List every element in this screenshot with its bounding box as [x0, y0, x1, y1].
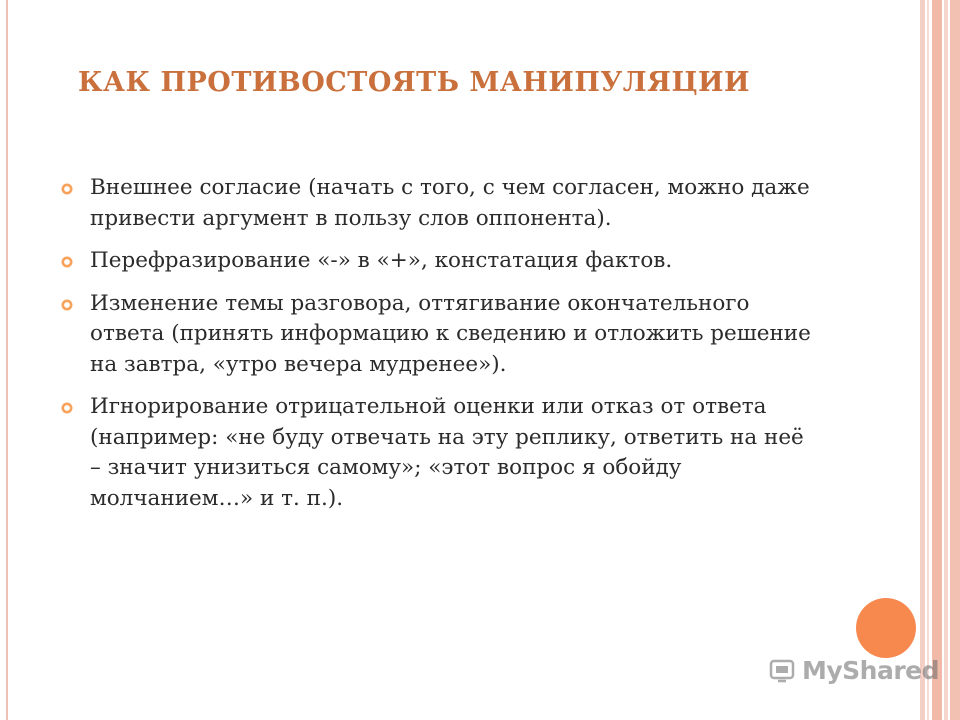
- bullet-text: Изменение темы разговора, оттягивание окончательного ответа (принять информацию к сведению и отложить решение на завтра, «утро вечера мудренее»).: [90, 290, 811, 377]
- bullet-item: [52, 289, 812, 381]
- slide-title: КАК ПРОТИВОСТОЯТЬ МАНИПУЛЯЦИИ: [78, 67, 751, 98]
- bullet-list: [52, 173, 812, 526]
- open-circle-bullet-icon: [61, 402, 73, 414]
- stripe: [944, 0, 948, 720]
- left-frame-line: [6, 0, 8, 720]
- stripe: [932, 0, 942, 720]
- stripe: [920, 0, 925, 720]
- bullet-item: [52, 173, 812, 234]
- watermark: [768, 655, 939, 685]
- open-circle-bullet-icon: [61, 299, 73, 311]
- watermark-text: MyShared: [802, 655, 940, 685]
- decorative-orange-circle: [856, 598, 916, 658]
- bullet-text: Перефразирование «-» в «+», констатация фактов.: [90, 248, 673, 273]
- myshared-logo-icon: [768, 655, 798, 685]
- right-decorative-stripes: [920, 0, 960, 720]
- open-circle-bullet-icon: [61, 183, 73, 195]
- stripe: [927, 0, 929, 720]
- bullet-item: [52, 246, 812, 277]
- bullet-item: [52, 392, 812, 514]
- bullet-text: Внешнее согласие (начать с того, с чем согласен, можно даже привести аргумент в пользу слов оппонента).: [90, 175, 810, 231]
- bullet-text: Игнорирование отрицательной оценки или отказ от ответа (например: «не буду отвечать на эту реплику, ответить на неё – значит унизиться самому»; «этот вопрос я обойду молчанием…» и т. п.).: [90, 394, 804, 511]
- open-circle-bullet-icon: [61, 256, 73, 268]
- stripe: [950, 0, 960, 720]
